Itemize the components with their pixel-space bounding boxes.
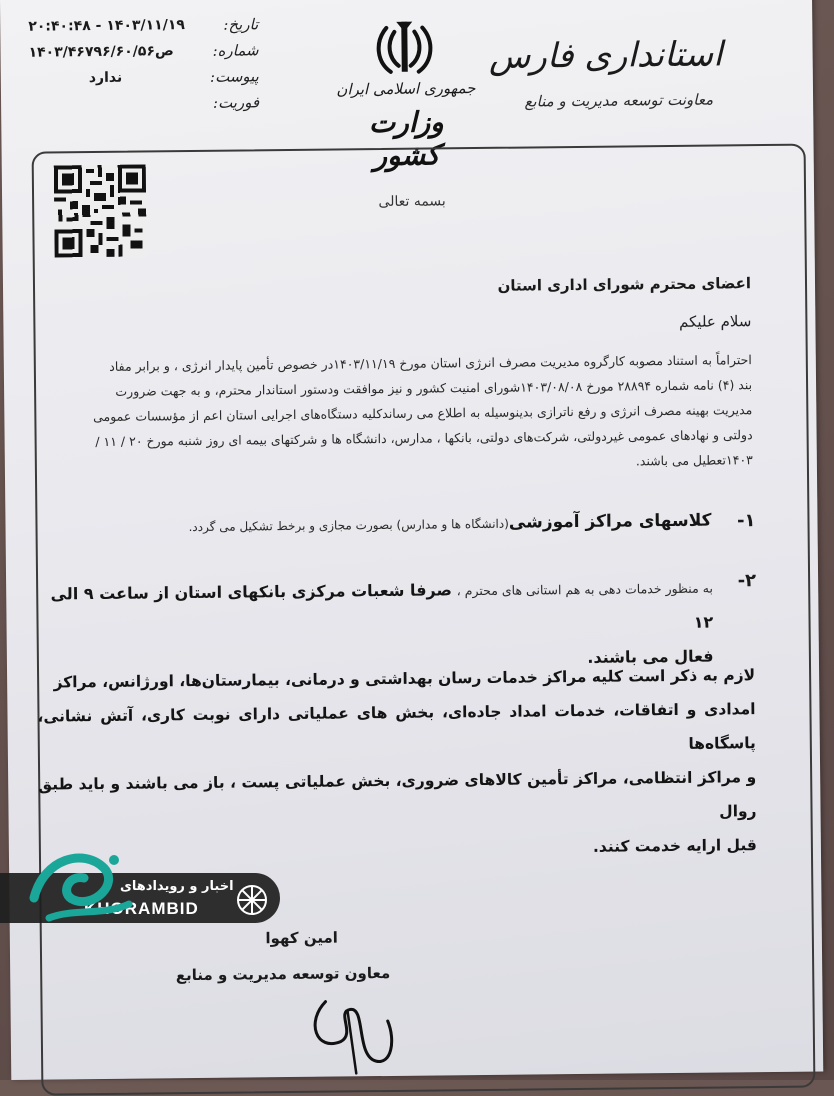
addressee: اعضای محترم شورای اداری استان [497, 274, 752, 295]
urgency-label: فوریت: [212, 93, 260, 112]
item-2-strong: صرفا شعبات مرکزی بانکهای استان از ساعت ۹ الی ۱۲ [50, 580, 714, 632]
closing-line: امدادی و اتفاقات، خدمات امداد جاده‌ای، بخش های عملیاتی دارای نوبت کاری، آتش نشانی، پاسگاه‌ها [37, 700, 756, 753]
attachment-label: پیوست: [209, 67, 259, 86]
urgency-value [29, 103, 203, 105]
ministry-label: وزارت کشور [368, 105, 444, 173]
item-number: ۱- [736, 510, 756, 532]
watermark-persian: اخبار و رویدادهای [120, 879, 234, 894]
item-2-lead: به منظور خدمات دهی به هم استانی های محترم ، [456, 580, 713, 599]
meta-attachment-row [29, 63, 259, 91]
intro-line: ۱۴۰۳تعطیل می باشند. [635, 452, 753, 469]
qr-code-icon [54, 164, 147, 257]
intro-line: احتراماً به استناد مصوبه کارگروه مدیریت مصرف انرژی استان مورخ ۱۴۰۳/۱۱/۱۹در خصوص تأمین پایدار انرژی ، و برابر مفاد [109, 352, 752, 374]
letterhead [0, 0, 814, 173]
signatory-title: معاون توسعه مدیریت و منابع [175, 963, 391, 985]
bismillah: بسمه تعالی [378, 193, 446, 211]
signatory-name: امین کهوا [265, 928, 338, 948]
watermark-english: KHORAMBID [84, 899, 199, 918]
item-1-strong: کلاسهای مراکز آموزشی [508, 510, 712, 533]
closing-paragraph [37, 658, 757, 870]
khorambid-logo-icon [14, 838, 144, 930]
number-value: ص۱۴۰۳/۴۶۷۹۶/۶۰/۵۶ [28, 43, 174, 61]
intro-line: مدیریت بهینه مصرف انرژی و رفع ناترازی بدینوسیله به اطلاع می رساندکلیه دستگاه‌های اجرایی استان اعم از مؤسسات عمومی [92, 402, 753, 425]
item-2-tail: فعال می باشند. [587, 646, 714, 667]
closing-line: لازم به ذکر است کلیه مراکز خدمات رسان بهداشتی و درمانی، بیمارستان‌ها، اورژانس، مراکز [53, 666, 756, 692]
greeting: سلام علیکم [679, 312, 752, 331]
ornament-icon [232, 880, 272, 920]
org-title: استانداری فارس [488, 34, 723, 77]
closing-line: قبل ارایه خدمت کنند. [592, 836, 757, 856]
republic-label: جمهوری اسلامی ایران [336, 79, 476, 99]
item-1-detail: (دانشگاه ها و مدارس) بصورت مجازی و برخط تشکیل می گردد. [188, 516, 509, 535]
intro-line: دولتی و نهادهای عمومی غیردولتی، شرکت‌های دولتی، بانکها ، مدارس، دانشگاه ها و شرکتهای بیمه ای روز شنبه مورخ ۲۰ / ۱۱ / [95, 427, 753, 450]
handwritten-signature-icon [295, 981, 416, 1077]
attachment-value: ندارد [88, 69, 123, 87]
iran-emblem-icon [372, 17, 437, 78]
letter-meta [28, 11, 259, 117]
meta-number-row [28, 37, 258, 65]
item-number: ۲- [737, 570, 757, 592]
intro-paragraph [52, 347, 753, 479]
meta-date-row [28, 11, 258, 39]
org-subtitle: معاونت توسعه مدیریت و منابع [524, 90, 714, 111]
intro-line: بند (۴) نامه شماره ۲۸۸۹۴ مورخ ۱۴۰۳/۰۸/۰۸شورای امنیت کشور و نیز موافقت ودستور استاندار محترم، و به جهت ضرورت [115, 377, 753, 399]
number-label: شماره: [212, 41, 259, 60]
date-label: تاریخ: [223, 15, 259, 34]
closing-line: و مراکز انتظامی، مراکز تأمین کالاهای ضروری، بخش عملیاتی پست ، باز می باشند و باید طبق روال [38, 768, 757, 821]
meta-urgency-row [29, 89, 259, 117]
date-value: ۱۴۰۳/۱۱/۱۹ - ۲۰:۴۰:۴۸ [28, 17, 185, 35]
